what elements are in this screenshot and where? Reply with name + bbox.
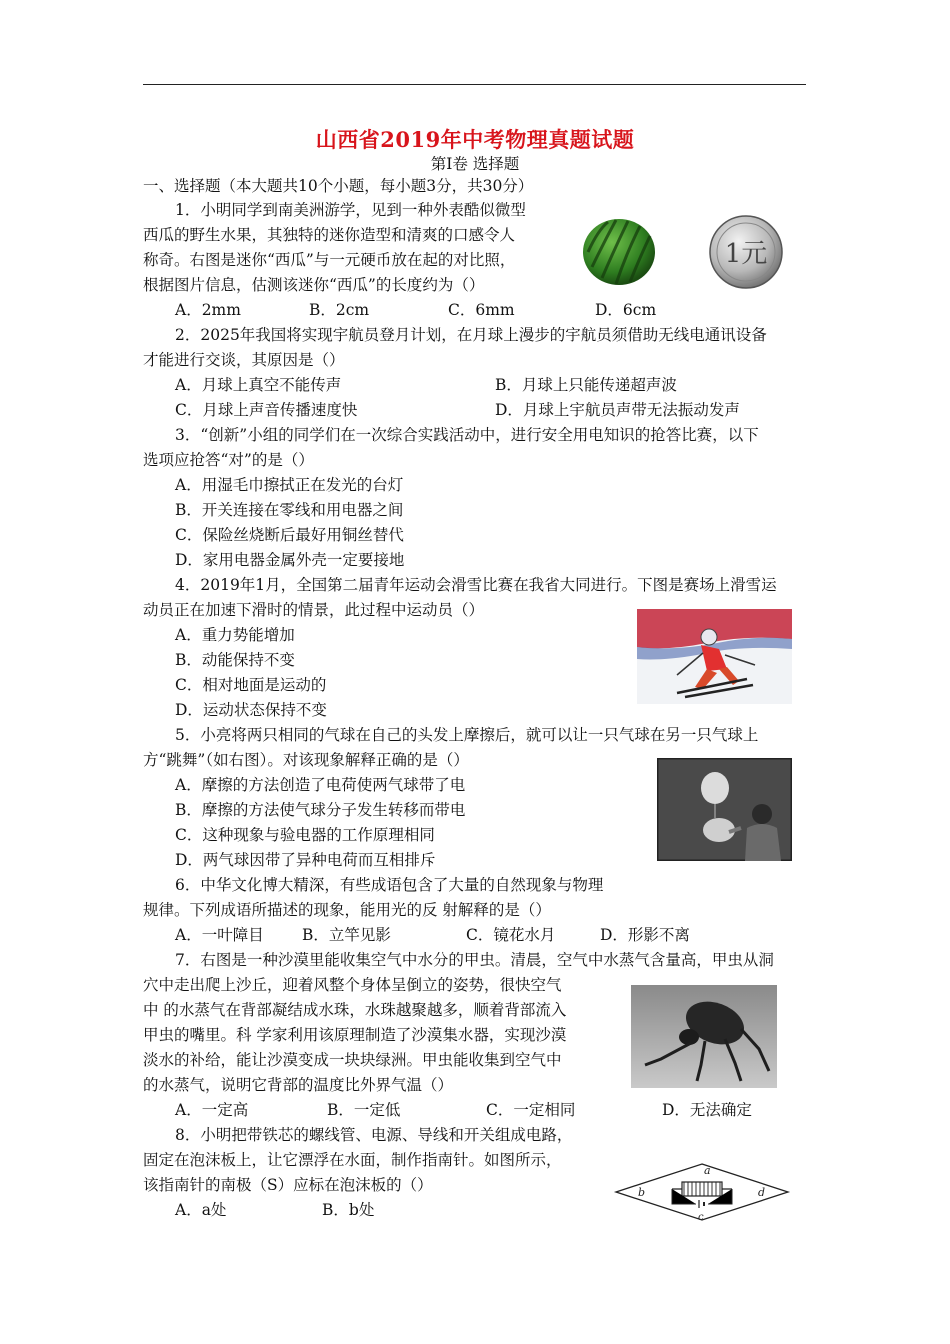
coin-label: 1元 bbox=[724, 239, 768, 269]
q2-option-a: A．月球上真空不能传声 bbox=[175, 376, 342, 394]
q5-option-d: D．两气球因带了异种电荷而互相排斥 bbox=[175, 851, 436, 869]
balloons-image bbox=[657, 758, 792, 861]
label-d: d bbox=[758, 1186, 766, 1199]
q1-line-3: 称奇。右图是迷你“西瓜”与一元硬币放在起的对比照， bbox=[143, 251, 516, 269]
watermelon-image bbox=[578, 212, 658, 288]
section-heading: 一、选择题（本大题共10个小题，每小题3分，共30分） bbox=[143, 177, 534, 195]
q4-option-d: D．运动状态保持不变 bbox=[175, 701, 327, 719]
q8-option-b: B．b处 bbox=[322, 1201, 375, 1219]
q3-line-1: 3．“创新”小组的同学们在一次综合实践活动中，进行安全用电知识的抢答比赛，以下 bbox=[175, 426, 759, 444]
q5-line-2: 方“跳舞”（如右图）。对该现象解释正确的是（） bbox=[143, 751, 469, 769]
q6-option-c: C．镜花水月 bbox=[466, 926, 556, 944]
q4-line-1: 4．2019年1月，全国第二届青年运动会滑雪比赛在我省大同进行。下图是赛场上滑雪运 bbox=[175, 576, 777, 594]
label-a: a bbox=[704, 1164, 711, 1177]
q8-line-1: 8．小明把带铁芯的螺线管、电源、导线和开关组成电路， bbox=[175, 1126, 573, 1144]
q3-option-c: C．保险丝烧断后最好用铜丝替代 bbox=[175, 526, 404, 544]
q6-option-b: B．立竿见影 bbox=[302, 926, 391, 944]
q5-option-b: B．摩擦的方法使气球分子发生转移而带电 bbox=[175, 801, 466, 819]
q1-line-1: 1．小明同学到南美洲游学，见到一种外表酷似微型 bbox=[175, 201, 526, 219]
q1-option-d: D．6cm bbox=[595, 301, 657, 319]
q8-line-3: 该指南针的南极（S）应标在泡沫板的（） bbox=[143, 1176, 433, 1194]
q7-line-4: 甲虫的嘴里。科 学家利用该原理制造了沙漠集水器，实现沙漠 bbox=[143, 1026, 567, 1044]
q8-option-a: A．a处 bbox=[175, 1201, 227, 1219]
q6-option-a: A．一叶障目 bbox=[175, 926, 264, 944]
beetle-image bbox=[631, 985, 777, 1088]
header-rule bbox=[143, 84, 806, 85]
q3-option-d: D．家用电器金属外壳一定要接地 bbox=[175, 551, 405, 569]
coin-image bbox=[708, 214, 784, 290]
q2-line-1: 2．2025年我国将实现宇航员登月计划，在月球上漫步的宇航员须借助无线电通讯设备 bbox=[175, 326, 767, 344]
q7-option-a: A．一定高 bbox=[175, 1101, 249, 1119]
page-title: 山西省2019年中考物理真题试题 bbox=[315, 127, 635, 152]
q3-option-b: B．开关连接在零线和用电器之间 bbox=[175, 501, 404, 519]
q4-line-2: 动员正在加速下滑时的情景，此过程中运动员（） bbox=[143, 601, 485, 619]
q7-line-3: 中 的水蒸气在背部凝结成水珠，水珠越聚越多，顺着背部流入 bbox=[143, 1001, 567, 1019]
q2-option-b: B．月球上只能传递超声波 bbox=[495, 376, 677, 394]
q7-line-6: 的水蒸气，说明它背部的温度比外界气温（） bbox=[143, 1076, 454, 1094]
label-b: b bbox=[638, 1186, 646, 1199]
q4-option-c: C．相对地面是运动的 bbox=[175, 676, 327, 694]
q6-option-d: D．形影不离 bbox=[600, 926, 690, 944]
q3-line-2: 选项应抢答“对”的是（） bbox=[143, 451, 314, 469]
compass-circuit-diagram bbox=[612, 1160, 792, 1224]
q7-option-c: C．一定相同 bbox=[486, 1101, 576, 1119]
q8-line-2: 固定在泡沫板上，让它漂浮在水面，制作指南针。如图所示， bbox=[143, 1151, 562, 1169]
q1-line-4: 根据图片信息，估测该迷你“西瓜”的长度约为（） bbox=[143, 276, 485, 294]
q5-option-a: A．摩擦的方法创造了电荷使两气球带了电 bbox=[175, 776, 466, 794]
q7-line-1: 7．右图是一种沙漠里能收集空气中水分的甲虫。清晨，空气中水蒸气含量高，甲虫从洞 bbox=[175, 951, 774, 969]
q1-option-a: A．2mm bbox=[175, 301, 241, 319]
q7-line-2: 穴中走出爬上沙丘，迎着风整个身体呈倒立的姿势，很快空气 bbox=[143, 976, 562, 994]
q4-option-a: A．重力势能增加 bbox=[175, 626, 295, 644]
label-c: c bbox=[698, 1212, 704, 1223]
page-subtitle: 第I卷 选择题 bbox=[430, 155, 520, 173]
q7-line-5: 淡水的补给，能让沙漠变成一块块绿洲。甲虫能收集到空气中 bbox=[143, 1051, 562, 1069]
q5-line-1: 5．小亮将两只相同的气球在自己的头发上摩擦后，就可以让一只气球在另一只气球上 bbox=[175, 726, 759, 744]
q7-option-d: D．无法确定 bbox=[662, 1101, 752, 1119]
q7-option-b: B．一定低 bbox=[327, 1101, 401, 1119]
q1-option-b: B．2cm bbox=[309, 301, 370, 319]
q5-option-c: C．这种现象与验电器的工作原理相同 bbox=[175, 826, 435, 844]
q6-line-2: 规律。下列成语所描述的现象，能用光的反 射解释的是（） bbox=[143, 901, 551, 919]
skier-image bbox=[637, 609, 792, 704]
q1-line-2: 西瓜的野生水果，其独特的迷你造型和清爽的口感令人 bbox=[143, 226, 516, 244]
q2-option-d: D．月球上宇航员声带无法振动发声 bbox=[495, 401, 740, 419]
q1-option-c: C．6mm bbox=[448, 301, 515, 319]
q2-option-c: C．月球上声音传播速度快 bbox=[175, 401, 358, 419]
q3-option-a: A．用湿毛巾擦拭正在发光的台灯 bbox=[175, 476, 404, 494]
q4-option-b: B．动能保持不变 bbox=[175, 651, 295, 669]
q6-line-1: 6．中华文化博大精深，有些成语包含了大量的自然现象与物理 bbox=[175, 876, 604, 894]
q2-line-2: 才能进行交谈，其原因是（） bbox=[143, 351, 345, 369]
